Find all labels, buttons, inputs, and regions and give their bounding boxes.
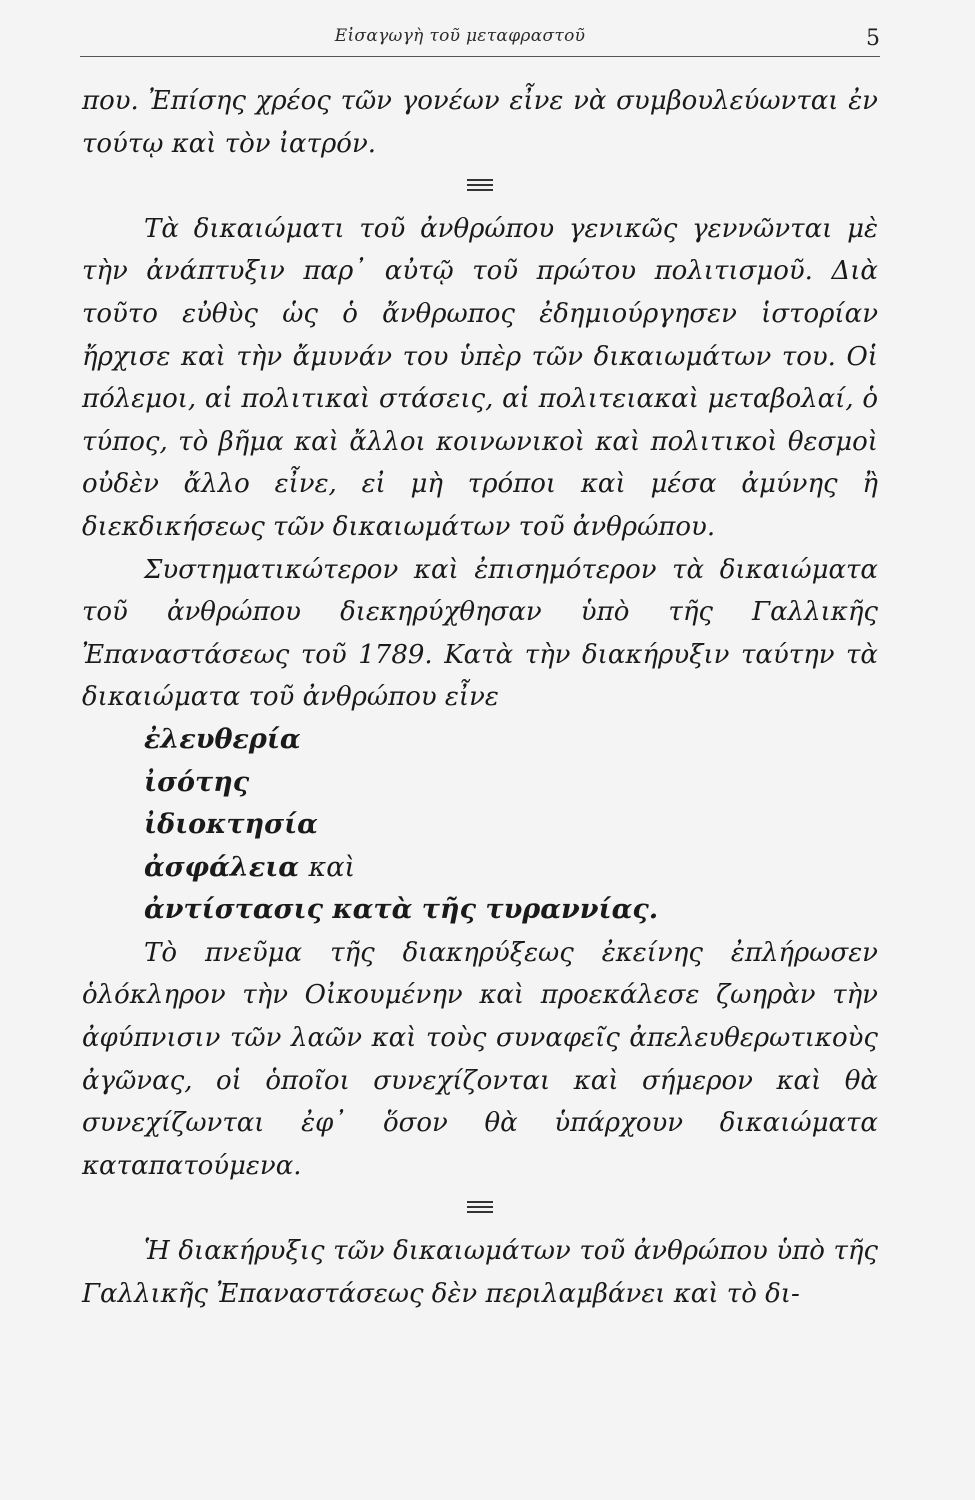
right-liberty: ἐλευθερία	[144, 723, 301, 755]
right-resistance: ἀντίστασις κατὰ τῆς τυραννίας.	[144, 894, 659, 926]
separator-ornament-2	[467, 1201, 493, 1213]
running-title: Εἰσαγωγὴ τοῦ μεταφραστοῦ	[334, 26, 586, 46]
section-separator-2	[82, 1187, 878, 1230]
paragraph-continuation: που. Ἐπίσης χρέος τῶν γονέων εἶνε νὰ συμβουλεύωνται ἐν τούτῳ καὶ τὸν ἰατρόν.	[82, 86, 878, 159]
right-property: ἰδιοκτησία	[144, 809, 318, 841]
paragraph-french-revolution: Συστηματικώτερον καὶ ἐπισημότερον τὰ δικαιώματα τοῦ ἀνθρώπου διεκηρύχθησαν ὑπὸ τῆς Γαλλικῆς Ἐπαναστάσεως τοῦ 1789. Κατὰ τὴν διακήρυξιν ταύτην τὰ δικαιώματα τοῦ ἀνθρώπου εἶνε	[82, 554, 878, 713]
right-security: ἀσφάλεια	[144, 851, 300, 883]
rights-list	[82, 719, 878, 932]
section-separator	[82, 165, 878, 208]
paragraph-rights-origin: Τὰ δικαιώματι τοῦ ἀνθρώπου γενικῶς γεννῶνται μὲ τὴν ἀνάπτυξιν παρ᾽ αὐτῷ τοῦ πρώτου πολιτισμοῦ. Διὰ τοῦτο εὐθὺς ὡς ὁ ἄνθρωπος ἐδημιούργησεν ἱστορίαν ἤρχισε καὶ τὴν ἄμυνάν του ὑπὲρ τῶν δικαιωμάτων του. Οἱ πόλεμοι, αἱ πολιτικαὶ στάσεις, αἱ πολιτειακαὶ μεταβολαί, ὁ τύπος, τὸ βῆμα καὶ ἄλλοι κοινωνικοὶ καὶ πολιτικοὶ θεσμοὶ οὐδὲν ἄλλο εἶνε, εἰ μὴ τρόποι καὶ μέσα ἀμύνης ἢ διεκδικήσεως τῶν δικαιωμάτων τοῦ ἀνθρώπου.	[82, 213, 878, 542]
header-rule	[80, 56, 880, 57]
paragraph-spirit-of-declaration: Τὸ πνεῦμα τῆς διακηρύξεως ἐκείνης ἐπλήρωσεν ὁλόκληρον τὴν Οἰκουμένην καὶ προεκάλεσε ζωηρὰν τὴν ἀφύπνισιν τῶν λαῶν καὶ τοὺς συναφεῖς ἀπελευθερωτικοὺς ἀγῶνας, οἱ ὁποῖοι συνεχίζονται καὶ σήμερον καὶ θὰ συνεχίζωνται ἐφ᾽ ὅσον θὰ ὑπάρχουν δικαιώματα καταπατούμενα.	[82, 937, 878, 1181]
paragraph-declaration-scope: Ἡ διακήρυξις τῶν δικαιωμάτων τοῦ ἀνθρώπου ὑπὸ τῆς Γαλλικῆς Ἐπαναστάσεως δὲν περιλαμβάνει καὶ τὸ δι-	[82, 1236, 878, 1309]
page-number: 5	[866, 26, 880, 51]
right-security-item	[144, 847, 878, 890]
separator-ornament	[467, 179, 493, 191]
right-equality: ἰσότης	[144, 766, 250, 798]
page-body	[82, 80, 878, 1315]
right-security-conjunction: καὶ	[308, 851, 356, 883]
page-header	[80, 22, 880, 62]
